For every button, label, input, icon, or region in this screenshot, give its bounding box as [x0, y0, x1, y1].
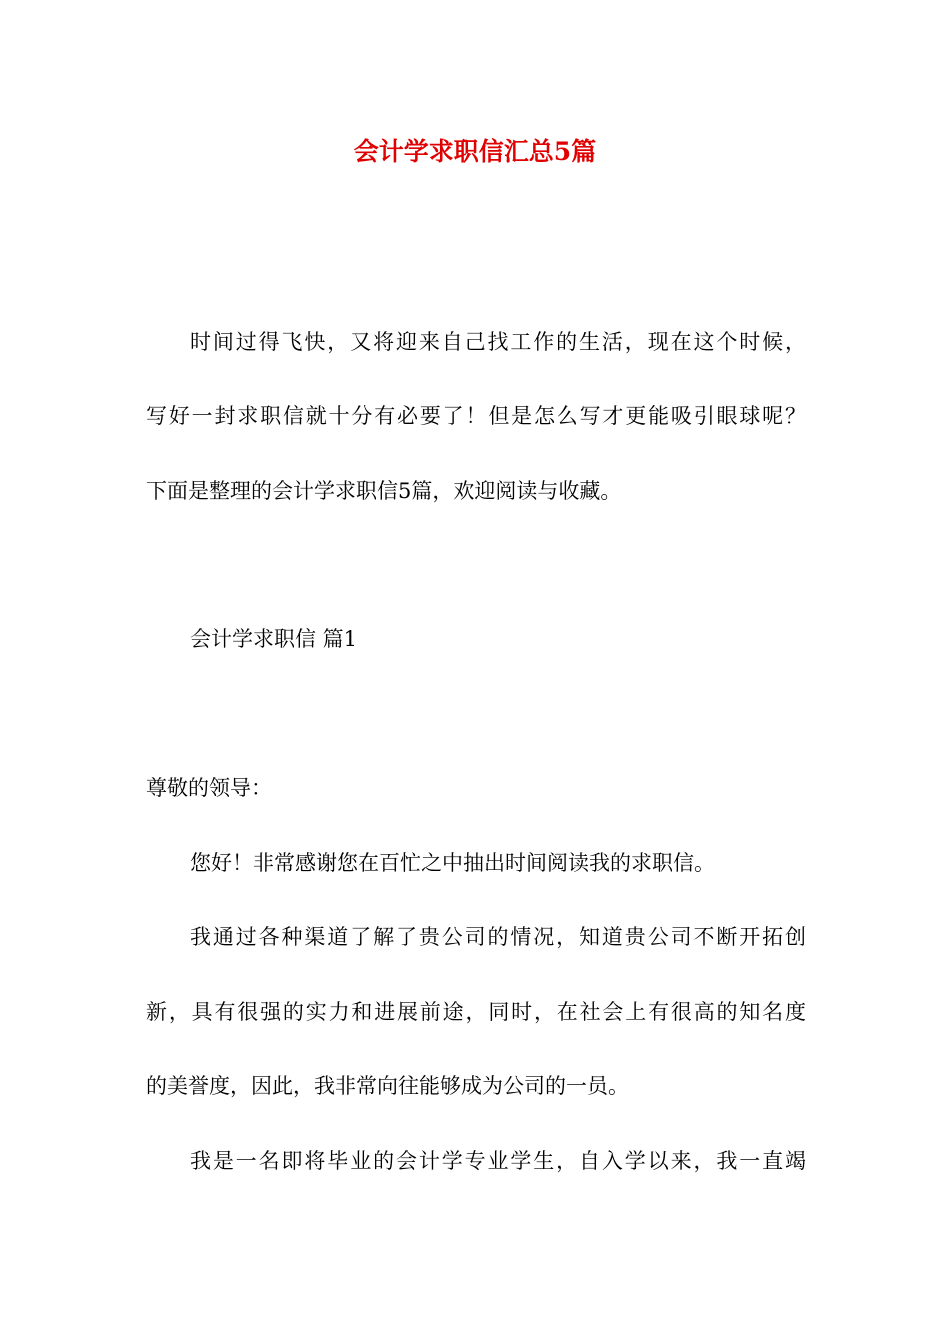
- body-line-1: 您好！非常感谢您在百忙之中抽出时间阅读我的求职信。: [190, 851, 715, 875]
- document-title: 会计学求职信汇总5篇: [353, 137, 597, 166]
- intro-line-1: 时间过得飞快，又将迎来自己找工作的生活，现在这个时候，: [190, 330, 806, 354]
- intro-line-3: 下面是整理的会计学求职信5篇，欢迎阅读与收藏。: [146, 479, 622, 503]
- body-line-5: 我是一名即将毕业的会计学专业学生，自入学以来，我一直竭: [190, 1149, 806, 1173]
- intro-line-2: 写好一封求职信就十分有必要了！但是怎么写才更能吸引眼球呢？: [146, 404, 806, 428]
- section-heading: 会计学求职信 篇1: [190, 627, 358, 651]
- salutation: 尊敬的领导：: [146, 776, 272, 800]
- body-line-3: 新，具有很强的实力和进展前途，同时，在社会上有很高的知名度: [146, 1000, 806, 1024]
- body-line-2: 我通过各种渠道了解了贵公司的情况，知道贵公司不断开拓创: [190, 925, 806, 949]
- body-line-4: 的美誉度，因此，我非常向往能够成为公司的一员。: [146, 1074, 629, 1098]
